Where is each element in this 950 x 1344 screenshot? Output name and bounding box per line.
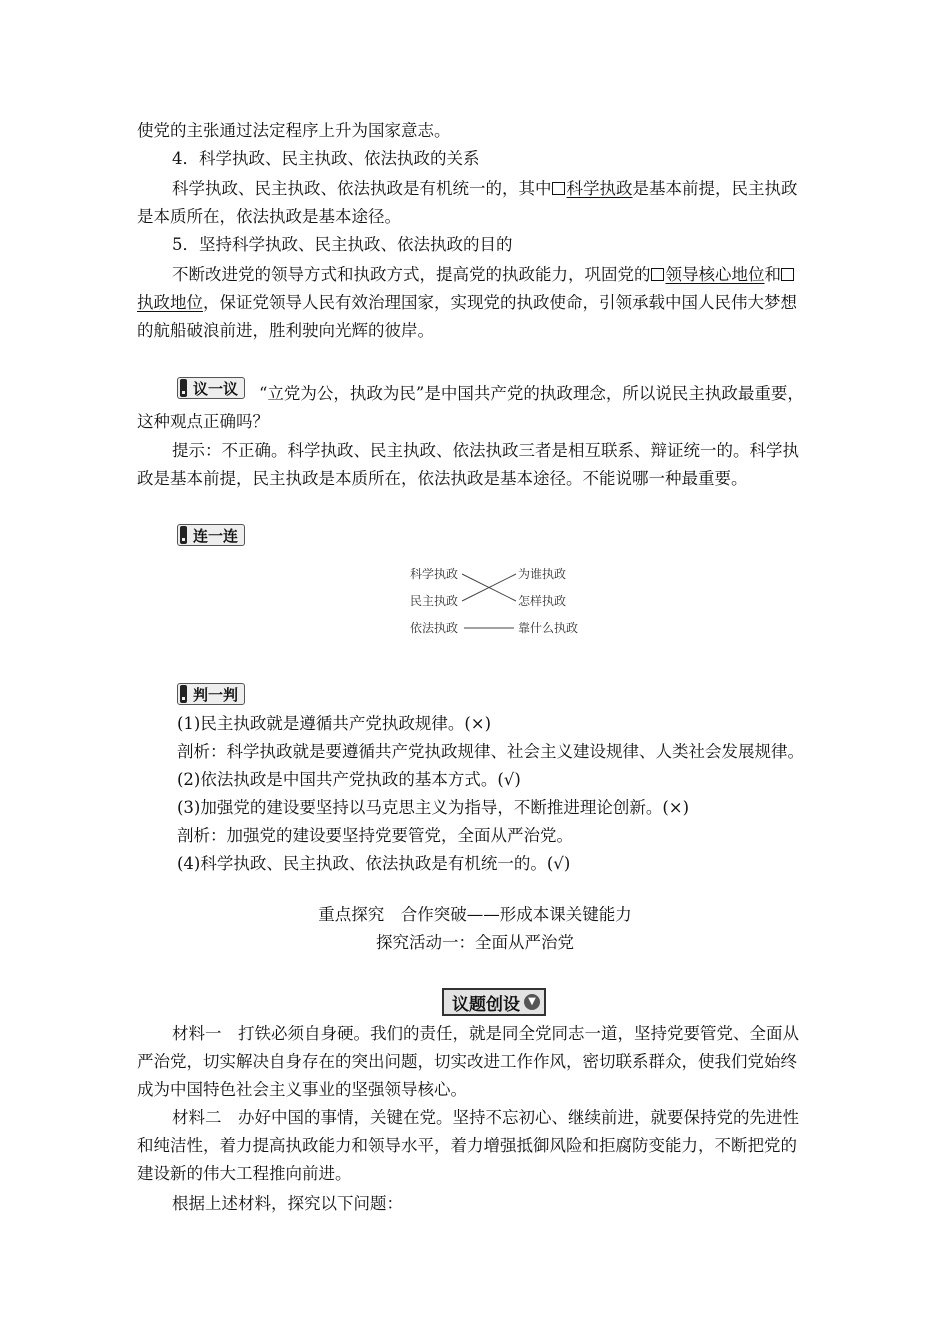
paragraph-5-line2 [137,290,817,316]
discuss-question-line2: 这种观点正确吗？ [137,412,269,431]
paragraph-5-line3: 的航船破浪前进，胜利驶向光辉的彼岸。 [137,321,434,340]
right-item: 靠什么执政 [518,621,579,635]
judge-tag [177,683,245,705]
judge-item: (3)加强党的建设要坚持以马克思主义为指导，不断推进理论创新。(×) [177,798,690,817]
exclamation-icon [180,526,187,544]
left-item: 民主执政 [410,594,459,608]
left-item: 依法执政 [410,621,459,635]
checkbox-icon [651,268,664,281]
matching-diagram [400,560,600,640]
judge-analysis: 剖析：科学执政就是要遵循共产党执政规律、社会主义建设规律、人类社会发展规律。 [177,742,804,761]
text-span: 和 [764,265,781,284]
judge-item: (4)科学执政、民主执政、依法执政是有机统一的。(√) [177,854,571,873]
tag-label: 判一判 [193,685,239,704]
material-1-line2: 严治党，切实解决自身存在的突出问题，切实改进工作作风，密切联系群众，使我们党始终 [137,1052,797,1071]
topic-banner [442,988,546,1016]
section-subtitle: 探究活动一：全面从严治党 [376,933,574,952]
tag-label: 连一连 [193,526,239,545]
judge-analysis: 剖析：加强党的建设要坚持党要管党，全面从严治党。 [177,826,573,845]
left-item: 科学执政 [410,567,459,581]
paragraph-4-line1 [172,176,852,202]
discuss-question-line1: “立党为公，执政为民”是中国共产党的执政理念，所以说民主执政最重要， [259,384,804,403]
tag-label: 议一议 [193,379,239,398]
text-span: 不断改进党的领导方式和执政方式，提高党的执政能力，巩固党的 [172,265,651,284]
judge-item: (1)民主执政就是遵循共产党执政规律。(×) [177,714,492,733]
chevron-down-icon: ▼ [524,994,540,1010]
heading-5: 5．坚持科学执政、民主执政、依法执政的目的 [172,235,513,254]
blank-ruling-status: 执政地位 [137,293,203,312]
paragraph-5-line1 [172,262,852,288]
material-1-line3: 成为中国特色社会主义事业的坚强领导核心。 [137,1080,467,1099]
text-span: 科学执政、民主执政、依法执政是有机统一的，其中 [172,179,552,198]
discuss-tag [177,377,245,399]
checkbox-icon [781,268,794,281]
answer-text: 科学执政 [566,179,633,198]
answer-text: 领导核心地位 [665,265,765,284]
text-line: 使党的主张通过法定程序上升为国家意志。 [137,121,451,140]
heading-4: 4．科学执政、民主执政、依法执政的关系 [172,149,480,168]
topic-label: 议题创设 [452,994,520,1015]
discuss-answer-line1: 提示：不正确。科学执政、民主执政、依法执政三者是相互联系、辩证统一的。科学执 [172,441,799,460]
question-prompt: 根据上述材料，探究以下问题： [172,1194,403,1213]
section-title: 重点探究 合作突破——形成本课关键能力 [318,905,632,924]
exclamation-icon [180,685,187,703]
material-2-line1: 材料二 办好中国的事情，关键在党。坚持不忘初心、继续前进，就要保持党的先进性 [172,1108,799,1127]
blank-science-governance [552,179,633,198]
text-span: 是基本前提，民主执政 [632,179,798,198]
paragraph-4-line2: 是本质所在，依法执政是基本途径。 [137,207,401,226]
discuss-answer-line2: 政是基本前提，民主执政是本质所在，依法执政是基本途径。不能说哪一种最重要。 [137,469,748,488]
checkbox-icon [552,182,565,195]
exclamation-icon [180,379,187,397]
right-item: 怎样执政 [518,594,567,608]
right-item: 为谁执政 [518,567,567,581]
judge-item: (2)依法执政是中国共产党执政的基本方式。(√) [177,770,521,789]
text-span: ，保证党领导人民有效治理国家，实现党的执政使命，引领承载中国人民伟大梦想 [203,293,797,312]
material-2-line2: 和纯洁性，着力提高执政能力和领导水平，着力增强抵御风险和拒腐防变能力，不断把党的 [137,1136,797,1155]
blank-leadership-core [651,265,765,284]
material-2-line3: 建设新的伟大工程推向前进。 [137,1164,352,1183]
connect-tag [177,524,245,546]
material-1-line1: 材料一 打铁必须自身硬。我们的责任，就是同全党同志一道，坚持党要管党、全面从 [172,1024,799,1043]
